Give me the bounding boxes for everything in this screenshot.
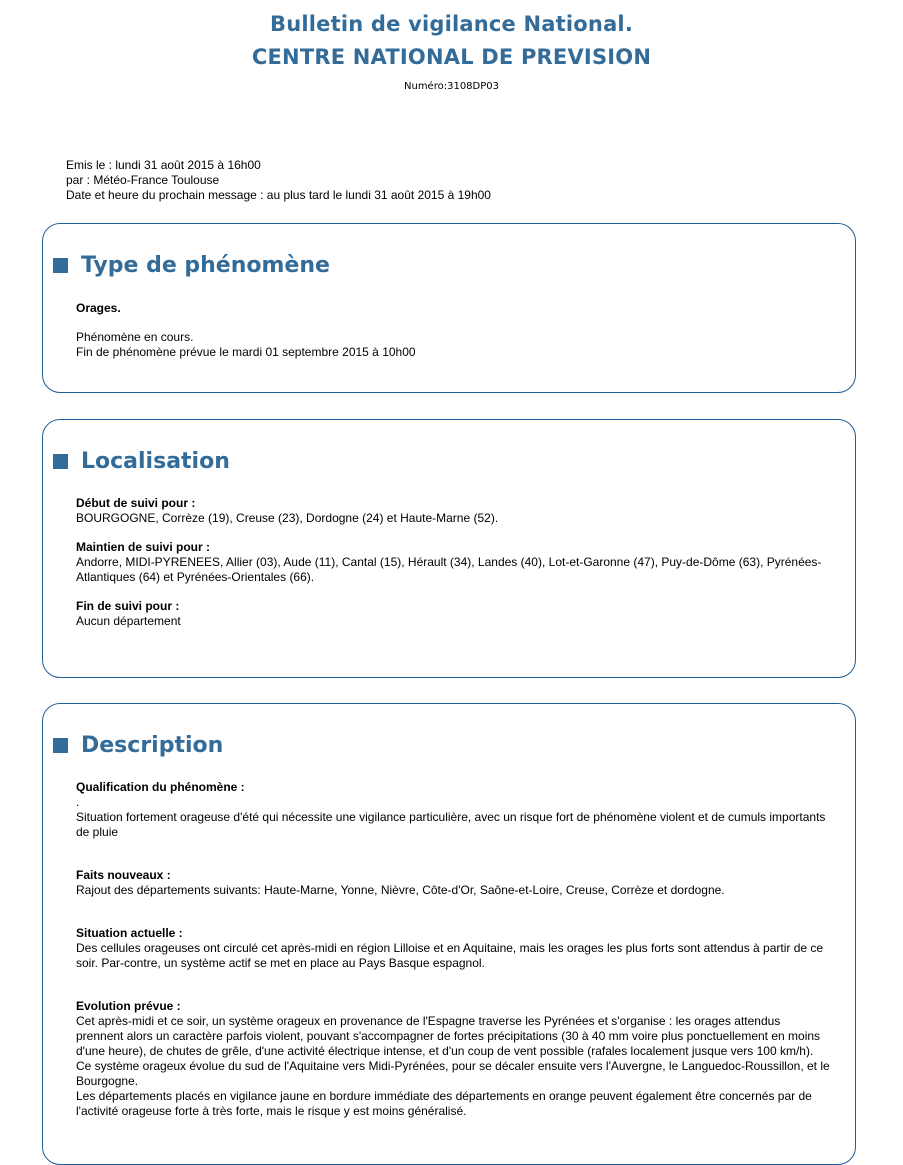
- phenomene-status: Phénomène en cours.: [76, 330, 194, 344]
- emis-le: Emis le : lundi 31 août 2015 à 16h00: [66, 158, 261, 172]
- fin-text: Aucun département: [76, 614, 181, 628]
- qualification-text-line: Situation fortement orageuse d'été qui nécessite une vigilance particulière, avec un risque fort de phénomène violent et de cumuls importants: [76, 810, 826, 824]
- evolution-text-line: Les départements placés en vigilance jaune en bordure immédiate des départements en orange peuvent également être concernés par de: [76, 1089, 812, 1103]
- square-bullet-icon: [53, 454, 68, 469]
- type-phenomene-section: [42, 223, 856, 393]
- square-bullet-icon: [53, 738, 68, 753]
- evolution-text-line: Ce système orageux évolue du sud de l'Aquitaine vers Midi-Pyrénées, pour se décaler ensuite vers l'Auvergne, le Languedoc-Roussillon, et le: [76, 1059, 830, 1073]
- qualification-text-line: de pluie: [76, 825, 119, 839]
- evolution-text-line: prennent alors un caractère parfois violent, pouvant s'accompagner de fortes précipitations (30 à 40 mm voire plus ponctuellement en moins: [76, 1029, 821, 1043]
- debut-label: Début de suivi pour :: [76, 496, 196, 510]
- qualification-label: Qualification du phénomène :: [76, 780, 245, 794]
- situation-text-line: soir. Par-contre, un système actif se met en place au Pays Basque espagnol.: [76, 956, 485, 970]
- section-header: [53, 253, 330, 278]
- evolution-text-line: Cet après-midi et ce soir, un système orageux en provenance de l'Espagne traverse les Pyrénées et s'organise : les orages attendus: [76, 1014, 781, 1028]
- situation-label: Situation actuelle :: [76, 926, 183, 940]
- evolution-label: Evolution prévue :: [76, 999, 181, 1013]
- centre-title: CENTRE NATIONAL DE PREVISION: [251, 45, 652, 69]
- maintien-text-line: Atlantiques (64) et Pyrénées-Orientales (66).: [76, 570, 315, 584]
- emis-par: par : Météo-France Toulouse: [66, 173, 220, 187]
- evolution-text-line: l'activité orageuse forte à très forte, mais le risque y est moins généralisé.: [76, 1104, 467, 1118]
- localisation-section: [42, 419, 856, 678]
- evolution-text-line: d'une heure), de chutes de grêle, d'une activité électrique intense, et d'un coup de vent possible (rafales localement jusque vers 100 km/h).: [76, 1044, 814, 1058]
- square-bullet-icon: [53, 258, 68, 273]
- bulletin-number: Numéro:3108DP03: [404, 81, 499, 92]
- evolution-text-line: Bourgogne.: [76, 1074, 139, 1088]
- emission-info: [66, 158, 491, 203]
- prochain-message: Date et heure du prochain message : au plus tard le lundi 31 août 2015 à 19h00: [66, 188, 491, 202]
- faits-text: Rajout des départements suivants: Haute-Marne, Yonne, Nièvre, Côte-d'Or, Saône-et-Loire, Creuse, Corrèze et dordogne.: [76, 883, 725, 897]
- maintien-text-line: Andorre, MIDI-PYRENEES, Allier (03), Aude (11), Cantal (15), Hérault (34), Landes (40), Lot-et-Garonne (47), Puy-de-Dôme (63), Pyrénées-: [76, 555, 822, 569]
- description-section: [42, 703, 856, 1165]
- section-header: [53, 449, 230, 474]
- section-title-description: Description: [81, 733, 224, 758]
- qualification-dot: .: [76, 795, 80, 809]
- faits-label: Faits nouveaux :: [76, 868, 171, 882]
- type-content: [76, 301, 833, 360]
- phenomene-end: Fin de phénomène prévue le mardi 01 septembre 2015 à 10h00: [76, 345, 416, 359]
- section-title-localisation: Localisation: [81, 449, 230, 474]
- maintien-label: Maintien de suivi pour :: [76, 540, 211, 554]
- section-header: [53, 733, 223, 758]
- localisation-content: [76, 496, 833, 629]
- fin-label: Fin de suivi pour :: [76, 599, 180, 613]
- section-title-type: Type de phénomène: [81, 253, 330, 278]
- bulletin-title: Bulletin de vigilance National.: [269, 12, 634, 36]
- description-content: [76, 780, 833, 1119]
- debut-text: BOURGOGNE, Corrèze (19), Creuse (23), Dordogne (24) et Haute-Marne (52).: [76, 511, 499, 525]
- situation-text-line: Des cellules orageuses ont circulé cet après-midi en région Lilloise et en Aquitaine, mais les orages les plus forts sont attendus à partir de ce: [76, 941, 824, 955]
- phenomene-name: Orages.: [76, 301, 121, 315]
